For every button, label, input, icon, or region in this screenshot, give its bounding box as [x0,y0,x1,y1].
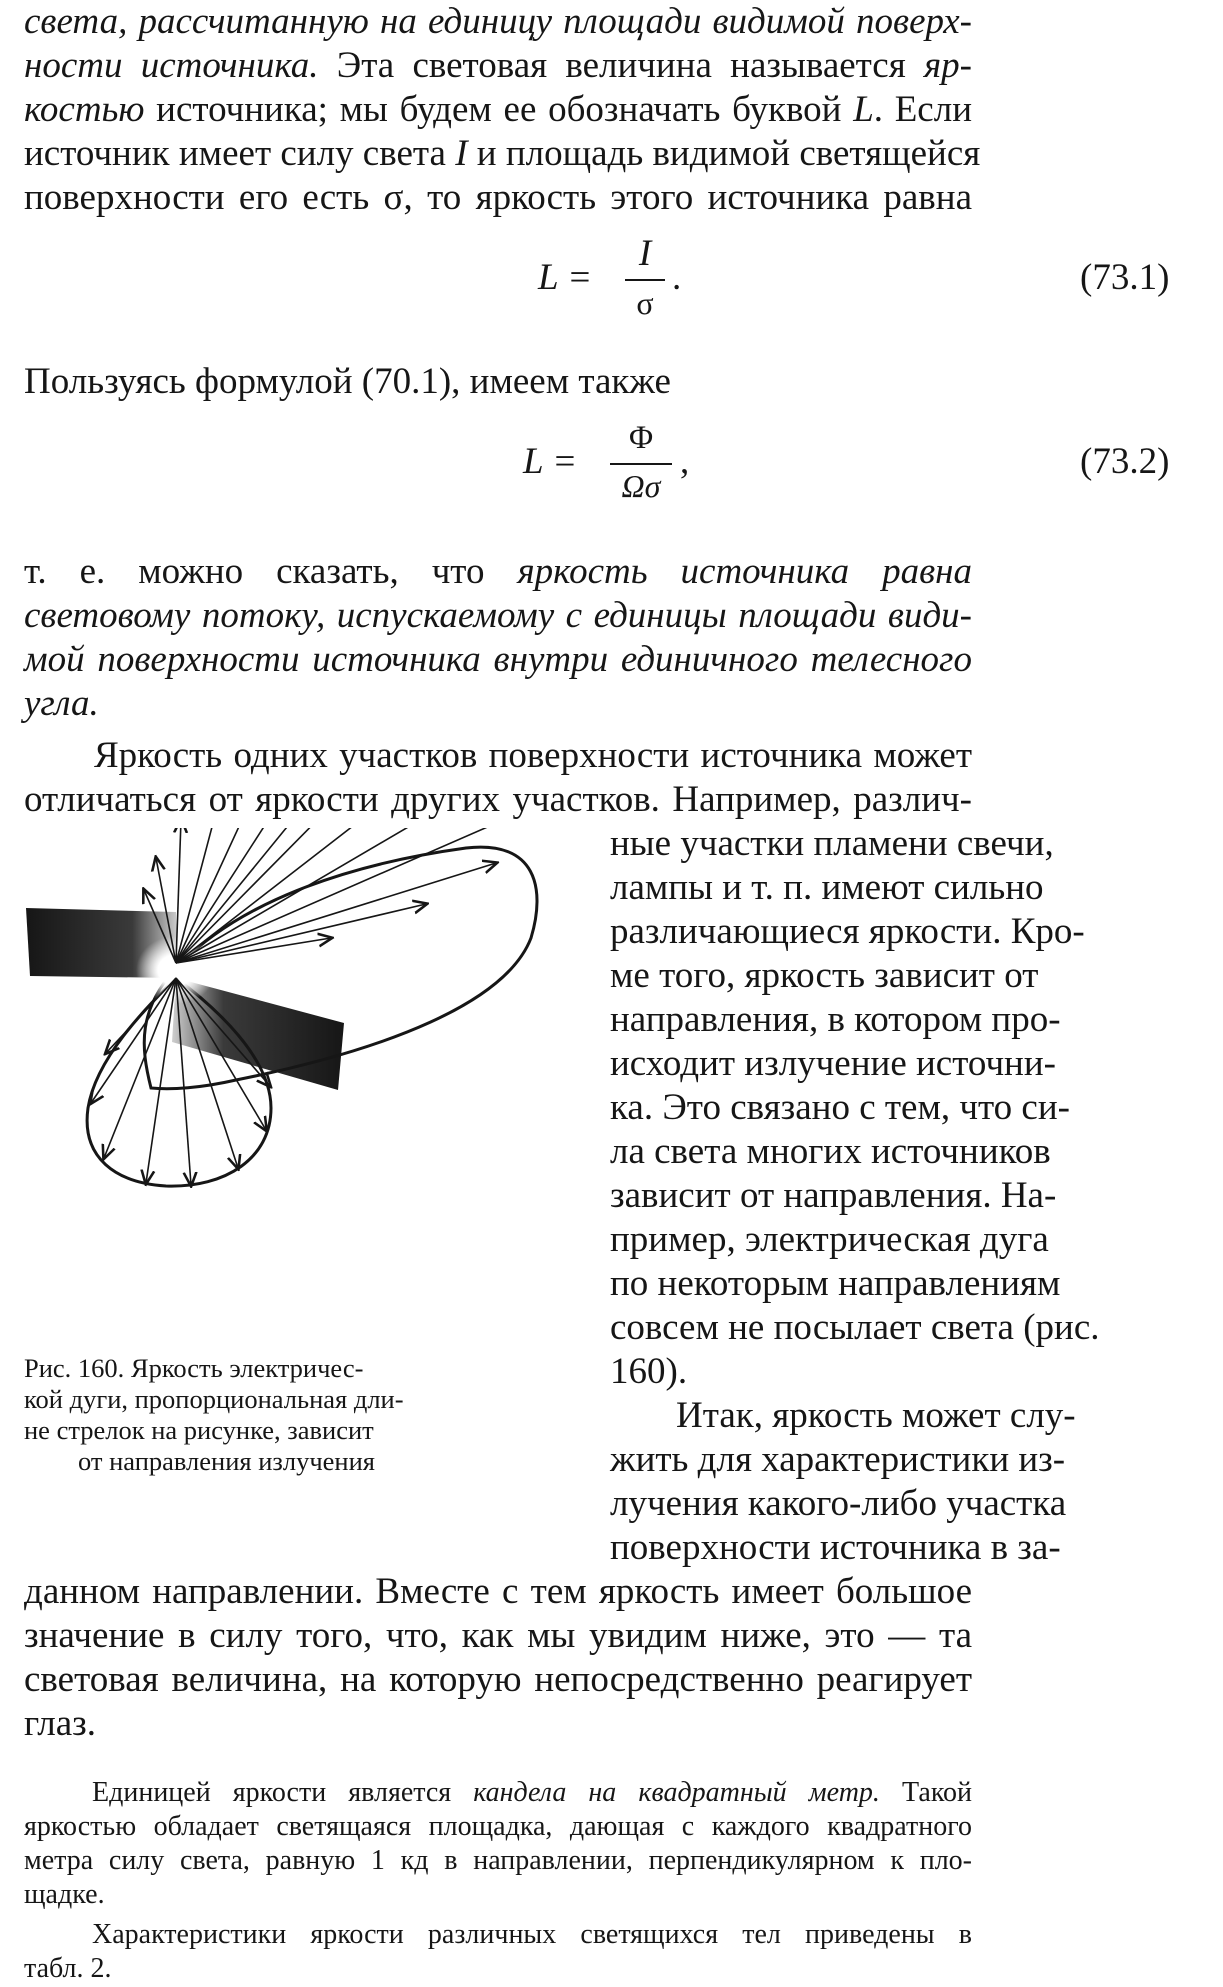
equation-denominator: Ωσ [621,468,661,504]
text-run: источник имеет силу света [24,133,456,174]
text-line: световая величина, на которую непосредственно реагирует [24,1659,972,1700]
italic-run: L [853,89,874,130]
arc-luminance-diagram-icon [26,828,566,1328]
text-line: совсем не посылает света (рис. [610,1307,1100,1348]
equation-numerator: Φ [628,420,654,456]
fraction-bar [625,279,665,281]
text-line-10: Яркость одних участков поверхности источника может [94,735,972,776]
text-line-1 [24,0,972,44]
equation-number: (73.2) [1080,441,1170,482]
text-line-2 [24,44,972,88]
text-line: ме того, яркость зависит от [610,955,1039,996]
text-line-9 [24,682,99,726]
text-line: поверхности источника в за- [610,1527,1061,1568]
text-line: по некоторым направлениям [610,1263,1061,1304]
fraction-bar [610,463,672,465]
text-line: жить для характеристики из- [610,1439,1066,1480]
text-line: исходит излучение источни- [610,1043,1056,1084]
text-line-6 [24,550,972,594]
text-line-4 [24,132,981,176]
italic-run: яр- [923,45,972,86]
text-line: ка. Это связано с тем, что си- [610,1087,1070,1128]
italic-run: костью [24,89,145,130]
equation-punct: , [680,441,690,482]
text-line-7 [24,594,972,638]
text-line: глаз. [24,1703,97,1744]
figure-caption-line: Рис. 160. Яркость электричес- [24,1353,364,1383]
figure-caption-line: не стрелок на рисунке, зависит [24,1415,374,1445]
text-line: 160). [610,1351,688,1392]
text-run: Единицей яркости является [92,1777,474,1808]
text-run: Такой [879,1777,973,1808]
intensity-arrows [91,828,531,1185]
text-line: Итак, яркость может слу- [676,1395,1076,1436]
italic-run: ности источника. [24,45,319,86]
equation-number: (73.1) [1080,257,1170,298]
italic-run: угла. [24,683,99,724]
italic-run: яркость источника равна [517,551,973,592]
text-line: данном направлении. Вместе с тем яркость имеет большое [24,1571,972,1612]
italic-run: мой поверхности источника внутри единичного телесного [24,639,972,680]
figure-caption-line: кой дуги, пропорциональная дли- [24,1384,404,1414]
equation-lhs: L = [523,441,578,482]
equation-lhs: L = [538,257,593,298]
small-text-line: щадке. [24,1879,105,1910]
italic-run: световому потоку, испускаемому с единицы площади види- [24,595,972,636]
small-text-line: Характеристики яркости различных светящихся тел приведены в [92,1919,972,1950]
equation-denominator: σ [636,285,654,321]
text-run: и площадь видимой светящейся [467,133,981,174]
text-line-5 [24,176,972,220]
italic-run: I [455,133,468,174]
text-line: ла света многих источников [610,1131,1051,1172]
small-text-line: яркостью обладает светящаяся площадка, дающая с каждого квадратного [24,1811,972,1842]
text-line: пример, электрическая дуга [610,1219,1049,1260]
text-line-8 [24,638,972,682]
text-run: поверхности его есть σ, то яркость этого источника равна [24,177,972,218]
text-run: . Если [873,89,972,130]
text-line: зависит от направления. На- [610,1175,1057,1216]
small-text-line: табл. 2. [24,1953,112,1984]
small-text-line [92,1776,972,1810]
figure-caption-line: от направления излучения [78,1446,375,1476]
text-line: направления, в котором про- [610,999,1061,1040]
text-line: значение в силу того, что, как мы увидим ниже, это — та [24,1615,972,1656]
text-line-3 [24,88,972,132]
text-line-11: отличаться от яркости других участков. Например, различ- [24,779,972,820]
text-line: различающиеся яркости. Кро- [610,911,1085,952]
text-run: т. е. можно сказать, что [24,551,518,592]
text-line-formula-intro: Пользуясь формулой (70.1), имеем также [24,361,671,402]
small-text-line: метра силу света, равную 1 кд в направлении, перпендикулярном к пло- [24,1845,972,1876]
equation-numerator: I [638,233,652,274]
text-line: ные участки пламени свечи, [610,823,1054,864]
text-line: лучения какого-либо участка [610,1483,1067,1524]
text-run: источника; мы будем ее обозначать буквой [144,89,854,130]
italic-run: света, рассчитанную на единицу площади видимой поверх- [24,1,972,42]
italic-run: кандела на квадратный метр. [473,1777,880,1808]
text-line: лампы и т. п. имеют сильно [610,867,1044,908]
equation-punct: . [672,257,682,298]
text-run: Эта световая величина называется [318,45,924,86]
